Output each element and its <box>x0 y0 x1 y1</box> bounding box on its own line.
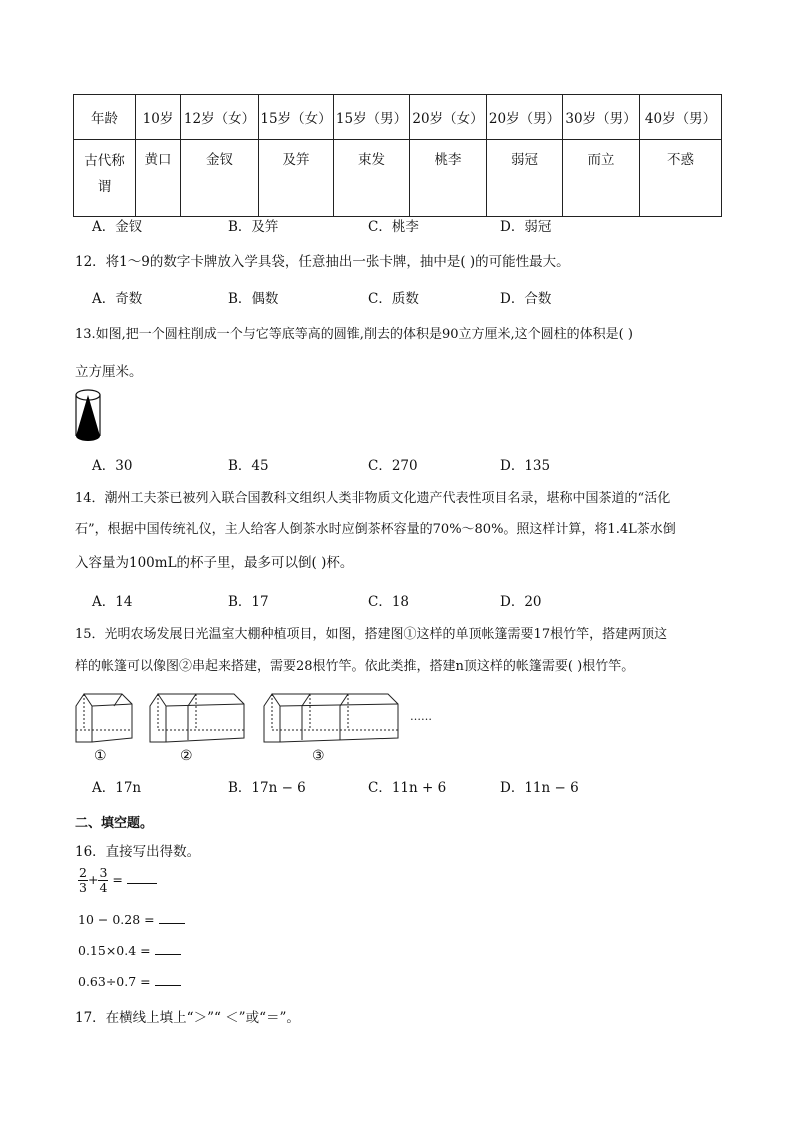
expression: 0.63÷0.7 = <box>78 974 151 989</box>
q11-option-d[interactable]: D．弱冠 <box>500 219 552 235</box>
figure-label-1: ① <box>94 748 107 764</box>
q15-option-c[interactable]: C．11n + 6 <box>368 780 447 796</box>
table-cell: 30岁（男） <box>563 95 640 140</box>
q13-option-b[interactable]: B．45 <box>228 458 269 474</box>
q11-option-b[interactable]: B．及笄 <box>228 219 279 235</box>
table-cell: 弱冠 <box>487 140 563 217</box>
tent-figure-3 <box>262 688 402 744</box>
answer-blank[interactable] <box>155 975 181 986</box>
figure-dots: …… <box>410 710 432 723</box>
table-cell: 束发 <box>334 140 410 217</box>
q14-stem-line2: 石”，根据中国传统礼仪，主人给客人倒茶水时应倒茶杯容量的70%～80%。照这样计算，将1.4L茶水倒 <box>75 522 676 537</box>
answer-blank[interactable] <box>155 944 181 955</box>
q16-expr-1 <box>78 866 157 895</box>
plus-sign: + <box>87 872 99 887</box>
q14-option-c[interactable]: C．18 <box>368 594 410 610</box>
answer-blank[interactable] <box>159 913 185 924</box>
label-line: 古代称 <box>84 153 125 169</box>
fraction <box>78 866 88 895</box>
table-cell: 金钗 <box>181 140 259 217</box>
q12-option-a[interactable]: A．奇数 <box>92 291 143 307</box>
q14-option-d[interactable]: D．20 <box>500 594 542 610</box>
q14-option-b[interactable]: B．17 <box>228 594 269 610</box>
tent-figure-1 <box>74 688 136 744</box>
q15-stem-line2: 样的帐篷可以像图②串起来搭建，需要28根竹竿。依此类推，搭建n顶这样的帐篷需要( )根竹竿。 <box>75 659 635 674</box>
q13-option-a[interactable]: A．30 <box>92 458 133 474</box>
tent-figure-2 <box>148 688 248 744</box>
table-cell: 及笄 <box>259 140 334 217</box>
table-cell: 20岁（男） <box>487 95 563 140</box>
cylinder-cone-figure <box>74 388 102 444</box>
q12-option-b[interactable]: B．偶数 <box>228 291 279 307</box>
q17-stem: 17．在横线上填上“＞”“ ＜”或“＝”。 <box>75 1010 300 1026</box>
q16-expr-4 <box>78 974 181 989</box>
table-cell: 15岁（男） <box>334 95 410 140</box>
q13-stem-line2: 立方厘米。 <box>75 364 143 380</box>
denominator: 3 <box>79 880 87 895</box>
table-cell: 15岁（女） <box>259 95 334 140</box>
q12-option-d[interactable]: D．合数 <box>500 291 552 307</box>
label-line: 谓 <box>97 179 112 195</box>
q15-stem-line1: 15．光明农场发展日光温室大棚种植项目，如图，搭建图①这样的单顶帐篷需要17根竹竿，搭建两顶这 <box>75 627 668 642</box>
table-cell-label <box>74 140 136 217</box>
table-cell: 40岁（男） <box>640 95 722 140</box>
q13-option-c[interactable]: C．270 <box>368 458 418 474</box>
q14-stem-line1: 14．潮州工夫茶已被列入联合国教科文组织人类非物质文化遗产代表性项目名录，堪称中国茶道的“活化 <box>75 491 671 506</box>
section-title: 二、填空题。 <box>75 816 154 831</box>
q14-option-a[interactable]: A．14 <box>92 594 133 610</box>
q16-expr-2 <box>78 912 185 927</box>
table-row-age <box>74 95 722 140</box>
q12-option-c[interactable]: C．质数 <box>368 291 419 307</box>
table-cell: 10岁 <box>136 95 181 140</box>
numerator: 3 <box>99 865 108 880</box>
age-title-table <box>73 94 722 217</box>
fraction <box>98 866 108 895</box>
figure-label-3: ③ <box>312 748 325 764</box>
q13-stem-line1: 13.如图,把一个圆柱削成一个与它等底等高的圆锥,削去的体积是90立方厘米,这个圆柱的体积是( ) <box>75 327 633 342</box>
figure-label-2: ② <box>180 748 193 764</box>
q15-option-d[interactable]: D．11n − 6 <box>500 780 579 796</box>
q15-option-b[interactable]: B．17n − 6 <box>228 780 306 796</box>
q15-option-a[interactable]: A．17n <box>92 780 142 796</box>
equals-sign: = <box>112 872 123 887</box>
table-cell: 12岁（女） <box>181 95 259 140</box>
numerator: 2 <box>79 865 87 880</box>
q11-option-c[interactable]: C．桃李 <box>368 219 419 235</box>
q12-stem: 12．将1～9的数字卡牌放入学具袋，任意抽出一张卡牌，抽中是( )的可能性最大。 <box>75 254 570 270</box>
table-cell: 而立 <box>563 140 640 217</box>
q16-expr-3 <box>78 943 181 958</box>
expression: 0.15×0.4 = <box>78 943 151 958</box>
q14-stem-line3: 入容量为100mL的杯子里，最多可以倒( )杯。 <box>75 555 354 571</box>
denominator: 4 <box>99 880 108 895</box>
table-cell: 20岁（女） <box>410 95 487 140</box>
answer-blank[interactable] <box>127 873 157 884</box>
q16-stem: 16．直接写出得数。 <box>75 844 201 860</box>
table-cell: 不惑 <box>640 140 722 217</box>
table-cell: 桃李 <box>410 140 487 217</box>
q11-option-a[interactable]: A．金钗 <box>92 219 143 235</box>
table-row-title <box>74 140 722 217</box>
table-cell: 年龄 <box>74 95 136 140</box>
table-cell: 黄口 <box>136 140 181 217</box>
expression: 10 − 0.28 = <box>78 912 155 927</box>
q13-option-d[interactable]: D．135 <box>500 458 551 474</box>
